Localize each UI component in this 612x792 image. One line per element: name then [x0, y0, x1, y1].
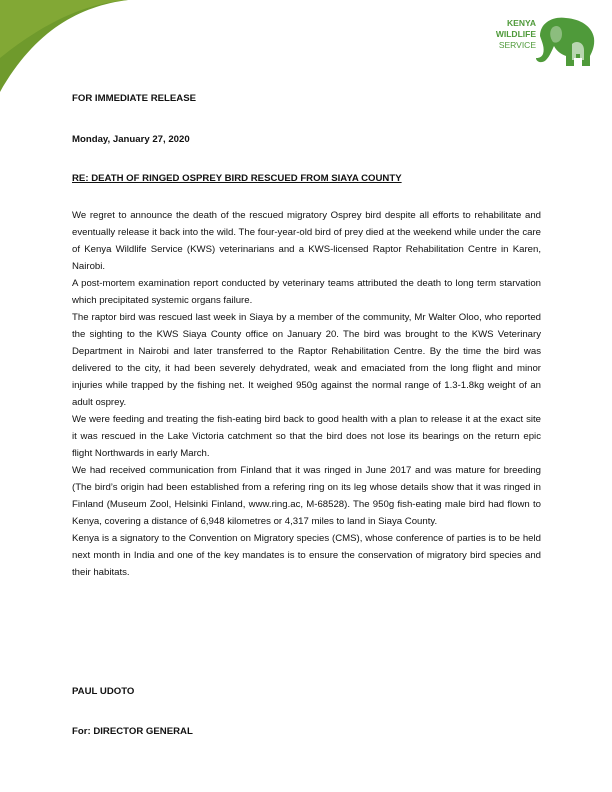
body-text	[72, 207, 541, 581]
paragraph: We had received communication from Finland that it was ringed in June 2017 and was mature for breeding (The bird’s origin had been established from a refering ring on its leg whose details show that it was ringed in Finland (Museum Zool, Helsinki Finland, www.ring.ac, M-68528). The 950g fish-eating male bird had flown to Kenya, covering a distance of 6,948 kilometres or 4,317 miles to land in Siaya County.	[72, 465, 541, 527]
signatory: PAUL UDOTO	[72, 686, 135, 697]
paragraph: We regret to announce the death of the rescued migratory Osprey bird despite all efforts to rehabilitate and eventually release it back into the wild. The four-year-old bird of prey died at the weekend while under the care of Kenya Wildlife Service (KWS) veterinarians and a KWS-licensed Raptor Rehabilitation Centre in Karen, Nairobi.	[72, 210, 541, 272]
elephant-icon	[532, 14, 602, 68]
paragraph: We were feeding and treating the fish-eating bird back to good health with a plan to release it at the exact site it was rescued in the Lake Victoria catchment so that the bird does not lose its bearings on the return epic flight Northwards in early March.	[72, 414, 541, 459]
logo-line-kenya: KENYA	[507, 18, 536, 28]
paragraph: The raptor bird was rescued last week in Siaya by a member of the community, Mr Walter Oloo, who reported the sighting to the KWS Siaya County office on January 20. The bird was brought to the KWS Veterinary Department in Nairobi and later transferred to the Raptor Rehabilitation Centre. By the time the bird was delivered to the city, it had been severely dehydrated, weak and emaciated from the long flight and minor injuries while trapped by the fishing net. It weighed 950g against the normal range of 1.3-1.8kg weight of an adult osprey.	[72, 312, 541, 408]
paragraph: Kenya is a signatory to the Convention on Migratory species (CMS), whose conference of parties is to be held next month in India and one of the key mandates is to ensure the conservation of migratory bird species and their habitats.	[72, 533, 541, 578]
paragraph: A post-mortem examination report conducted by veterinary teams attributed the death to long term starvation which precipitated systemic organs failure.	[72, 278, 541, 306]
subject-heading: RE: DEATH OF RINGED OSPREY BIRD RESCUED FROM SIAYA COUNTY	[72, 173, 402, 184]
logo-text	[470, 18, 536, 51]
logo-line-wildlife: WILDLIFE	[495, 29, 536, 39]
release-label: FOR IMMEDIATE RELEASE	[72, 93, 197, 104]
on-behalf-of: For: DIRECTOR GENERAL	[72, 726, 193, 737]
date: Monday, January 27, 2020	[72, 134, 190, 145]
corner-decoration	[0, 0, 130, 100]
kws-logo	[470, 10, 605, 70]
logo-line-service: SERVICE	[498, 40, 536, 50]
